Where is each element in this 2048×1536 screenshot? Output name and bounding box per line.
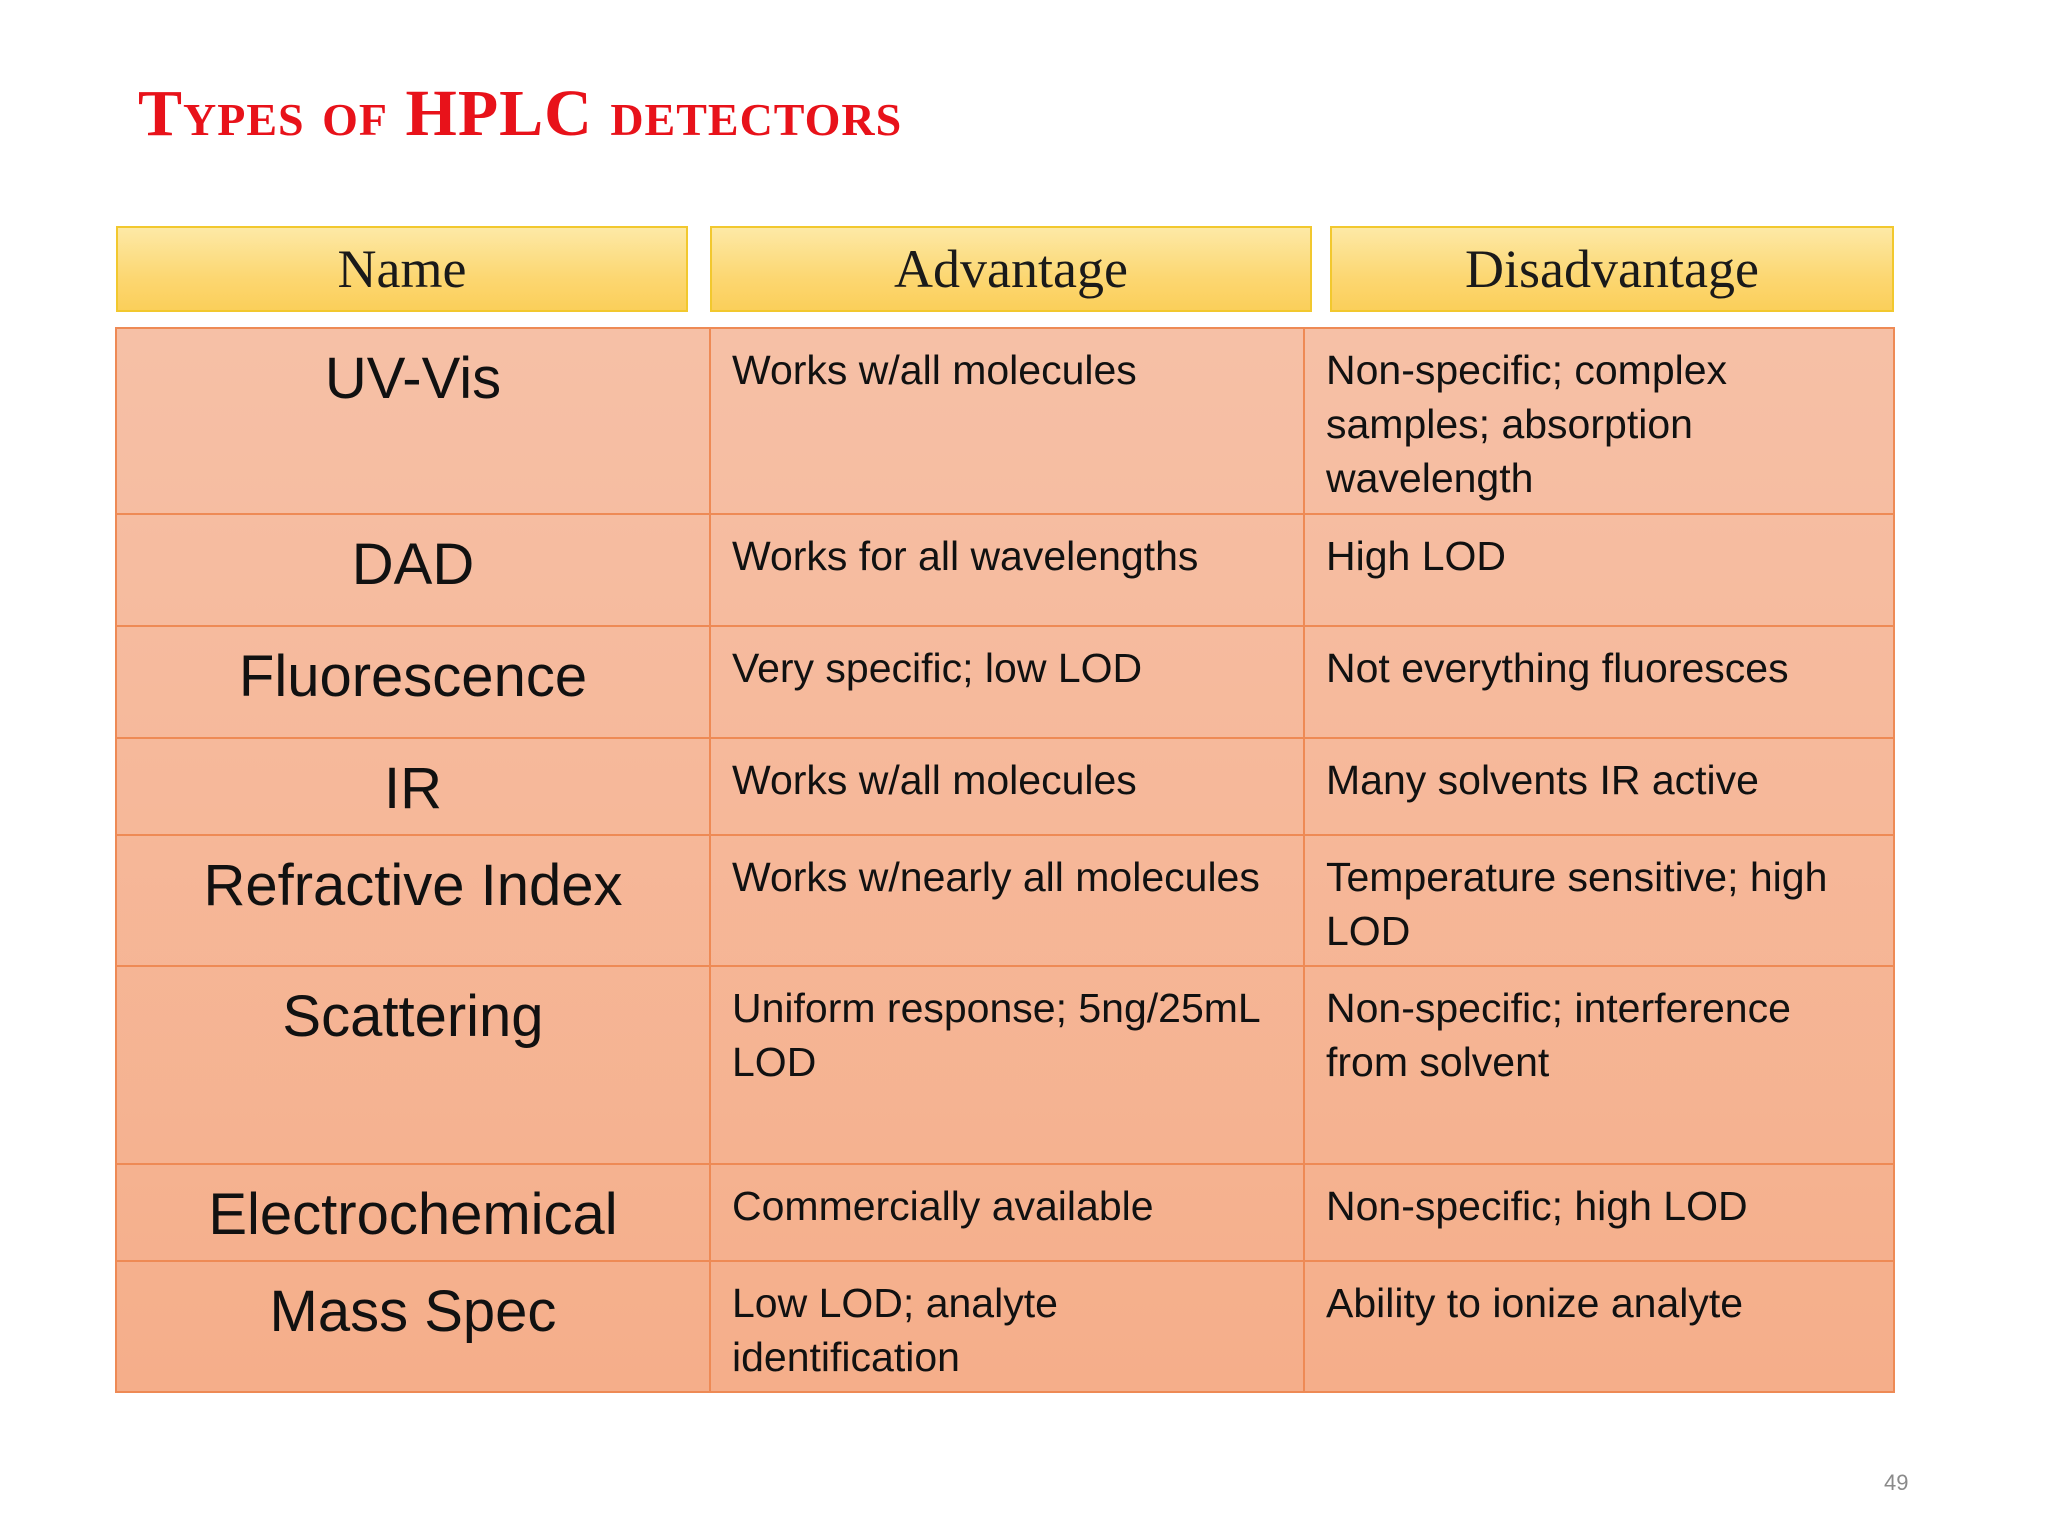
detector-name: Mass Spec: [117, 1262, 711, 1391]
detector-name: Scattering: [117, 967, 711, 1165]
detector-advantage: Works w/nearly all molecules: [711, 836, 1305, 967]
detector-name: Refractive Index: [117, 836, 711, 967]
detector-name: UV-Vis: [117, 329, 711, 515]
detector-disadvantage: Not everything fluoresces: [1305, 627, 1893, 739]
detector-advantage: Works for all wavelengths: [711, 515, 1305, 627]
detector-disadvantage: Temperature sensitive; high LOD: [1305, 836, 1893, 967]
detector-advantage: Works w/all molecules: [711, 329, 1305, 515]
detector-disadvantage: Many solvents IR active: [1305, 739, 1893, 836]
detector-name: Electrochemical: [117, 1165, 711, 1262]
slide-title: Types of HPLC detectors: [138, 77, 903, 150]
detector-disadvantage: High LOD: [1305, 515, 1893, 627]
detectors-table: [115, 327, 1895, 1393]
detector-disadvantage: Non-specific; high LOD: [1305, 1165, 1893, 1262]
column-header-name: Name: [116, 226, 688, 312]
detector-disadvantage: Non-specific; complex samples; absorption wavelength: [1305, 329, 1893, 515]
detector-name: IR: [117, 739, 711, 836]
detector-advantage: Very specific; low LOD: [711, 627, 1305, 739]
column-header-disadvantage: Disadvantage: [1330, 226, 1894, 312]
detector-name: Fluorescence: [117, 627, 711, 739]
detector-disadvantage: Ability to ionize analyte: [1326, 1280, 1744, 1326]
detector-advantage: Commercially available: [711, 1165, 1305, 1262]
detector-advantage: Low LOD; analyte identification: [711, 1262, 1305, 1391]
column-header-advantage: Advantage: [710, 226, 1312, 312]
page-number: 49: [1884, 1470, 1909, 1495]
detector-advantage: Uniform response; 5ng/25mL LOD: [711, 967, 1305, 1165]
detector-name: DAD: [117, 515, 711, 627]
detector-advantage: Works w/all molecules: [711, 739, 1305, 836]
detector-disadvantage: Non-specific; interference from solvent: [1305, 967, 1893, 1165]
